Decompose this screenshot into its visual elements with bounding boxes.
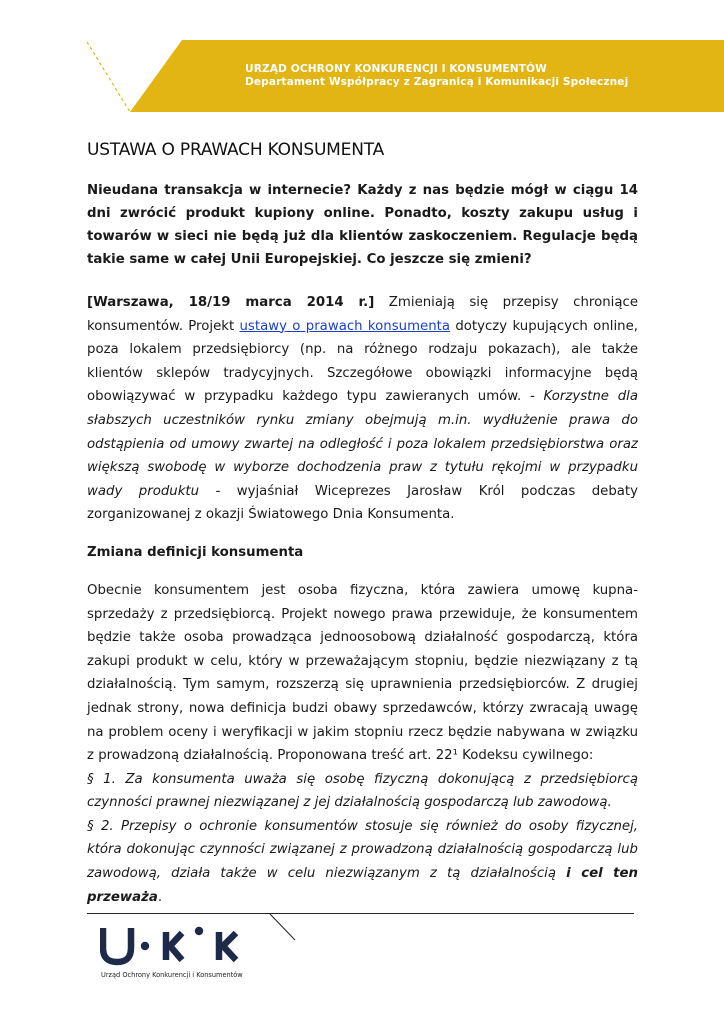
footer-rule — [87, 913, 634, 914]
intro-text-b: dotyczy kupujących online, poza lokalem przedsiębiorcy (np. na różnego rodzaju pokazach), ale także klientów sklepów tradycyjnych. Szczegółowe obowiązki informacyjne będą obowiązywać w przypadku każdego typu zawieranych umów. — [87, 318, 638, 405]
article-par-2-text: § 2. Przepisy o ochronie konsumentów stosuje się również do osoby fizycznej, która dokonując czynności związanej z prowadzoną działalnością gospodarczą lub zawodową, działa także w celu niezwiązanym z tą działalnością — [87, 818, 638, 882]
lead-paragraph: Nieudana transakcja w internecie? Każdy z nas będzie mógł w ciągu 14 dni zwrócić produkt kupiony online. Ponadto, koszty zakupu usług i towarów w sieci nie będą już dla klientów zaskoczeniem. Regulacje będą takie same w całej Unii Europejskiej. Co jeszcze się zmieni? — [87, 183, 638, 267]
intro-paragraph — [87, 291, 638, 527]
article-par-2-emphasis: i cel ten przeważa — [87, 866, 638, 905]
document-body — [87, 140, 638, 909]
org-name: URZĄD OCHRONY KONKURENCJI I KONSUMENTÓW — [245, 63, 547, 75]
uokik-logo-icon — [100, 924, 250, 969]
law-link[interactable]: ustawy o prawach konsumenta — [239, 318, 450, 334]
section-heading: Zmiana definicji konsumenta — [87, 544, 304, 560]
article-par-1 — [87, 768, 638, 815]
article-par-2 — [87, 815, 638, 909]
intro-text-a: Zmieniają się przepisy chroniące konsumentów. Projekt — [87, 295, 638, 334]
intro-text-c: wyjaśniał Wiceprezes Jarosław Król podczas debaty zorganizowanej z okazji Światowego Dnia Konsumenta. — [87, 483, 638, 523]
page-title: USTAWA O PRAWACH KONSUMENTA — [87, 140, 385, 160]
department-name: Departament Współpracy z Zagranicą i Komunikacji Społecznej — [245, 76, 629, 88]
logo-caption: Urząd Ochrony Konkurencji i Konsumentów — [101, 971, 243, 979]
article-par-1-text: § 1. Za konsumenta uważa się osobę fizyczną dokonującą z przedsiębiorcą czynności prawnej niezwiązanej z jej działalnością gospodarczą lub zawodową. — [87, 771, 638, 811]
dateline: [Warszawa, 18/19 marca 2014 r.] — [87, 295, 375, 310]
quote: - Korzystne dla słabszych uczestników rynku zmiany obejmują m.in. wydłużenie prawa do odstąpienia od umowy zwartej na odległość i poza lokalem przedsiębiorstwa oraz większą swobodę w wyborze dochodzenia praw z tytułu rękojmi w przypadku wady produktu - — [87, 389, 638, 499]
article-par-2-end: . — [157, 889, 163, 905]
header-text — [245, 63, 628, 89]
definition-paragraph: Obecnie konsumentem jest osoba fizyczna, która zawiera umowę kupna-sprzedaży z przedsiębiorcą. Projekt nowego prawa przewiduje, że konsumentem będzie także osoba prowadząca jednoosobową działalność gospodarczą, która zakupi produkt w celu, który w przeważającym stopniu, będzie niezwiązany z tą działalnością. Tym samym, rozszerzą się uprawnienia przedsiębiorców. Z drugiej jednak strony, nowa definicja budzi obawy sprzedawców, którzy zwracają uwagę na problem oceny i weryfikacji w jakim stopniu rzecz będzie nabywana w związku z prowadzoną działalnością. Proponowana treść art. 22¹ Kodeksu cywilnego: — [87, 582, 638, 764]
